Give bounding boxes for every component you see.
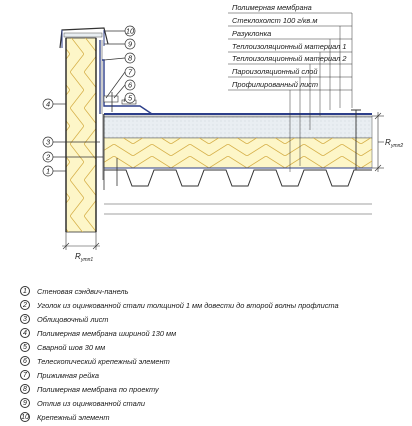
roof-build-up [104,114,372,214]
callout-1: Полимерная мембрана [232,3,312,12]
roof-r-symbol: R [385,138,391,147]
legend-item [20,284,129,298]
marker-8: 8 [127,53,133,63]
callout-labels [232,3,346,89]
marker-9: 9 [127,39,133,49]
legend-item [20,382,159,396]
roof-r-subscript: утп2 [391,143,404,149]
wall-sandwich-panel [66,38,96,232]
legend-text: Крепежный элемент [37,412,110,422]
legend-number: 3 [20,314,30,324]
legend-text: Уголок из оцинкованной стали толщиной 1 мм довести до второй волны профлиста [37,300,339,310]
legend-number: 10 [21,413,29,421]
legend-text: Отлив из оцинкованной стали [37,398,145,408]
callout-3: Разуклонка [232,29,272,38]
legend-number: 1 [20,286,30,296]
legend-number: 9 [20,398,30,408]
marker-4: 4 [45,99,51,109]
legend-text: Прижимная рейка [37,370,99,380]
callout-5: Теплоизоляционный материал 2 [232,54,347,63]
callout-4: Теплоизоляционный материал 1 [232,42,347,51]
legend-text: Стеновая сэндвич-панель [37,286,129,296]
wall-dimension [62,232,100,250]
marker-6: 6 [127,80,133,90]
legend-text: Полимерная мембрана шириной 130 мм [37,328,177,338]
legend-number: 4 [20,328,30,338]
legend-text: Полимерная мембрана по проекту [37,384,159,394]
marker-7: 7 [127,67,133,77]
profiled-deck [104,170,372,186]
legend-number: 5 [20,342,30,352]
callout-2: Стеклохолст 100 г/кв.м [232,16,318,25]
legend-item [20,326,176,340]
marker-2: 2 [45,152,51,162]
legend-text: Телескопический крепежный элемент [37,356,170,366]
marker-1: 1 [45,166,51,176]
legend-text: Облицовочный лист [37,314,109,324]
marker-3: 3 [45,137,51,147]
legend-item [20,354,170,368]
legend-item [20,368,99,382]
wall-r-subscript: утп1 [81,257,94,263]
legend-item [20,312,108,326]
legend-item [20,410,110,424]
legend-number: 7 [20,370,30,380]
legend-number: 2 [20,300,30,310]
legend-item [20,298,339,312]
legend-number: 8 [20,384,30,394]
callout-6: Пароизоляционный слой [232,67,318,76]
legend-text: Сварной шов 30 мм [37,342,106,352]
marker-10: 10 [125,26,135,36]
roof-dimension [372,112,384,172]
legend-number: 6 [20,356,30,366]
facing-sheet [100,40,103,180]
legend-item [20,340,105,354]
marker-5: 5 [127,93,133,103]
legend-item [20,396,145,410]
callout-7: Профилированный лист [232,80,319,89]
wall-r-symbol: R [75,252,81,261]
